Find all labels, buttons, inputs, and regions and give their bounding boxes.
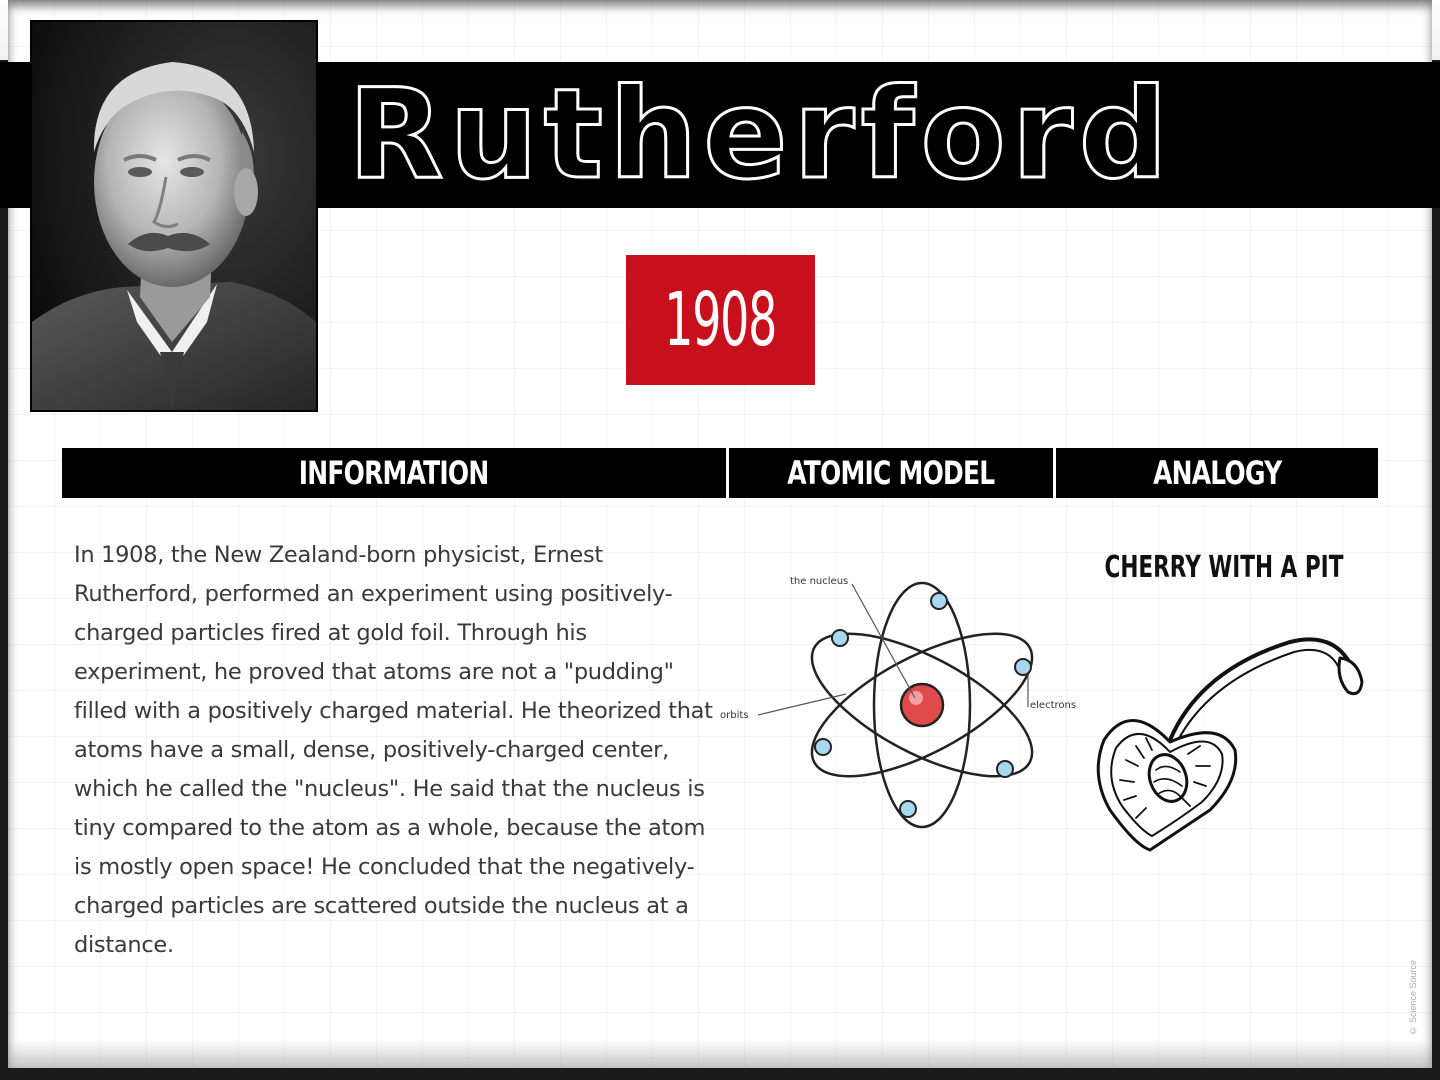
copyright-note: © Science Source [1408, 960, 1418, 1036]
electron [900, 801, 916, 817]
electron [997, 761, 1013, 777]
electron [815, 739, 831, 755]
portrait-photo [30, 20, 318, 412]
nucleus [901, 684, 943, 726]
year-text: 1908 [664, 277, 777, 363]
analogy-title-text: CHERRY WITH A PIT [1104, 550, 1344, 585]
slide-bottom-shade [8, 1040, 1432, 1068]
label-orbits: orbits [720, 710, 749, 721]
portrait-icon [32, 22, 316, 410]
header-atomic-model-label: ATOMIC MODEL [787, 454, 995, 492]
cherry-icon [1090, 630, 1380, 860]
header-information [62, 448, 729, 498]
header-analogy [1056, 448, 1378, 498]
nucleus-highlight [909, 691, 923, 705]
year-badge [626, 255, 815, 385]
header-atomic-model [729, 448, 1056, 498]
atom-diagram-icon [710, 560, 1090, 840]
label-nucleus: the nucleus [790, 576, 849, 587]
header-analogy-label: ANALOGY [1152, 454, 1282, 492]
table-header-row [62, 448, 1378, 498]
analogy-title [1058, 550, 1376, 585]
electron [931, 593, 947, 609]
nucleus-pointer [852, 584, 915, 698]
header-information-label: INFORMATION [299, 454, 489, 492]
electron [1015, 659, 1031, 675]
information-text: In 1908, the New Zealand-born physicist, Ernest Rutherford, performed an experiment using positively-charged particles fired at gold foil. Through his experiment, he proved that atoms are not a "pudding" filled with a positively charged material. He theorized that atoms have a small, dense, positively-charged center, which he called the "nucleus". He said that the nucleus is tiny compared to the atom as a whole, because the atom is mostly open space! He concluded that the negatively-charged particles are scattered outside the nucleus at a distance. [74, 542, 713, 958]
slide-title: Rutherford [348, 63, 1174, 207]
electron [832, 630, 848, 646]
label-electrons: electrons [1030, 700, 1077, 711]
